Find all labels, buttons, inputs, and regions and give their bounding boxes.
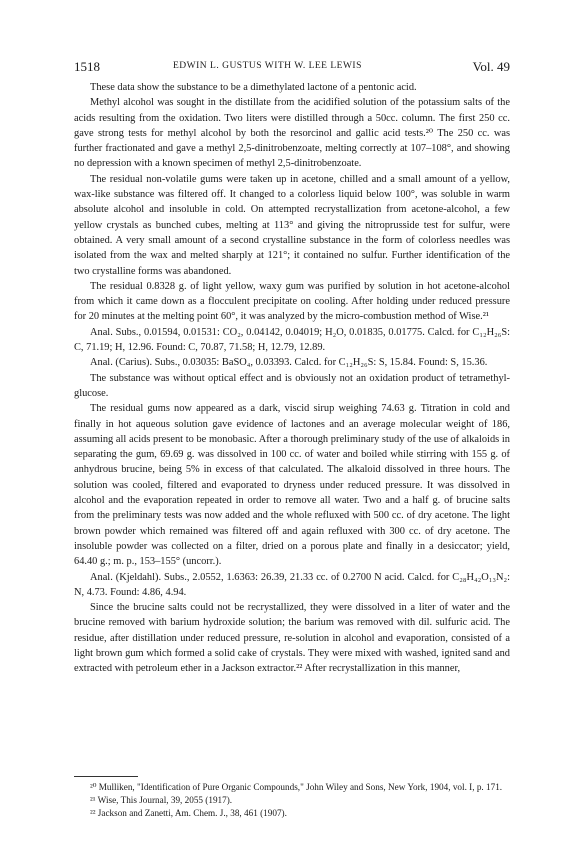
- page-number: 1518: [74, 59, 100, 74]
- footnote-21: ²¹ Wise, This Journal, 39, 2055 (1917).: [90, 795, 233, 805]
- paragraph-residual-gums: The residual non-volatile gums were taken up in acetone, chilled and a small amount of a yellow, wax-like substance was filtered off. It changed to a colorless liquid below 100°, was soluble in warm absolute alcohol and insoluble in cold. On attempted recrystallization from acetone-alcohol, a few yellow crystals as bunched cubes, melting at 113° and giving the nitroprusside test for sulfur, were obtained. A very small amount of a second crystalline substance in the form of colorless needles was isolated from the wax and melted sharply at 121°; it contained no sulfur. Further identification of the two crystalline forms was abandoned.: [74, 173, 510, 277]
- analysis-kjeldahl: Anal. (Kjeldahl). Subs., 2.0552, 1.6363: 26.39, 21.33 cc. of 0.2700 N acid. Calcd. for C₂₈H₄₂O₁₃N₂: N, 4.73. Found: 4.86, 4.94.: [74, 571, 510, 598]
- analysis-carius: Anal. (Carius). Subs., 0.03035: BaSO₄, 0.03393. Calcd. for C₁₂H₂₆S: S, 15.84. Found: S, 15.36.: [90, 357, 488, 369]
- footnote-divider: [74, 776, 138, 777]
- paragraph-methyl-alcohol: Methyl alcohol was sought in the distillate from the acidified solution of the potassium salts of the acids resulting from the oxidation. Two liters were distilled through a 50cc. column. The first 250 cc. gave strong tests for methyl alcohol by both the resorcinol and gallic acid tests.²⁰ The 250 cc. was further fractionated and gave a methyl 2,5-dinitrobenzoate, melting correctly at 107–108°, and showing no depression with a known specimen of methyl 2,5-dinitrobenzoate.: [74, 97, 510, 170]
- footnotes: [74, 781, 510, 820]
- analysis-combustion: Anal. Subs., 0.01594, 0.01531: CO₂, 0.04142, 0.04019; H₂O, 0.01835, 0.01775. Calcd. for C₁₂H₂₆S: C, 71.19; H, 12.96. Found: C, 70.87, 71.58; H, 12.79, 12.89.: [74, 326, 510, 354]
- running-head-authors: EDWIN L. GUSTUS WITH W. LEE LEWIS: [173, 61, 362, 71]
- paragraph-brucine-salts: The residual gums now appeared as a dark, viscid sirup weighing 74.63 g. Titration in cold and finally in hot aqueous solution gave evidence of lactones and an average molecular weight of 186, assuming all acids present to be monobasic. After a thorough preliminary study of the use of alkaloids in separating the gum, 69.69 g. was dissolved in 100 cc. of water and boiled while stirring with 155 g. of anhydrous brucine, being 5% in excess of that calculated. The alkaloid dissolved in three hours. The solution was cooled, filtered and evaporated to dryness under reduced pressure. It was dissolved in alcohol and the evaporation repeated in order to remove all water. Two and a half g. of brucine salts from the preliminary tests was now added and the whole refluxed with 500 cc. of dry acetone. The light brown powder which remained was filtered off and again refluxed with 300 cc. of dry acetone. The insoluble powder was collected on a filter, dried on a porous plate and finally in a desiccator; yield, 64.40 g.; m. p., 153–155° (uncorr.).: [74, 403, 510, 568]
- volume-label: Vol. 49: [472, 59, 510, 74]
- footnote-20: ²⁰ Mulliken, "Identification of Pure Organic Compounds," John Wiley and Sons, New York, 1904, vol. I, p. 171.: [90, 782, 503, 792]
- footnote-22: ²² Jackson and Zanetti, Am. Chem. J., 38, 461 (1907).: [90, 808, 287, 818]
- paragraph-recrystallization: Since the brucine salts could not be recrystallized, they were dissolved in a liter of water and the brucine removed with barium hydroxide solution; the barium was removed with dil. sulfuric acid. The residue, after distillation under reduced pressure, re-solution in alcohol and evaporation, consisted of a light brown gum which formed a solid cake of crystals. They were mixed with washed, ignited sand and extracted with petroleum ether in a Jackson extractor.²² After recrystallization in this manner,: [74, 602, 510, 675]
- running-header: [74, 59, 510, 75]
- paragraph-conclusion: These data show the substance to be a dimethylated lactone of a pentonic acid.: [90, 82, 417, 93]
- paragraph-waxy-gum: The residual 0.8328 g. of light yellow, waxy gum was purified by solution in hot acetone-alcohol from which it came down as a flocculent precipitate on cooling. After holding under reduced pressure for 20 minutes at the melting point 60°, it was analyzed by the micro-combustion method of Wise.²¹: [74, 280, 510, 323]
- article-body: [74, 80, 510, 677]
- paragraph-optical-effect: The substance was without optical effect and is obviously not an oxidation product of tetramethyl-glucose.: [74, 372, 510, 399]
